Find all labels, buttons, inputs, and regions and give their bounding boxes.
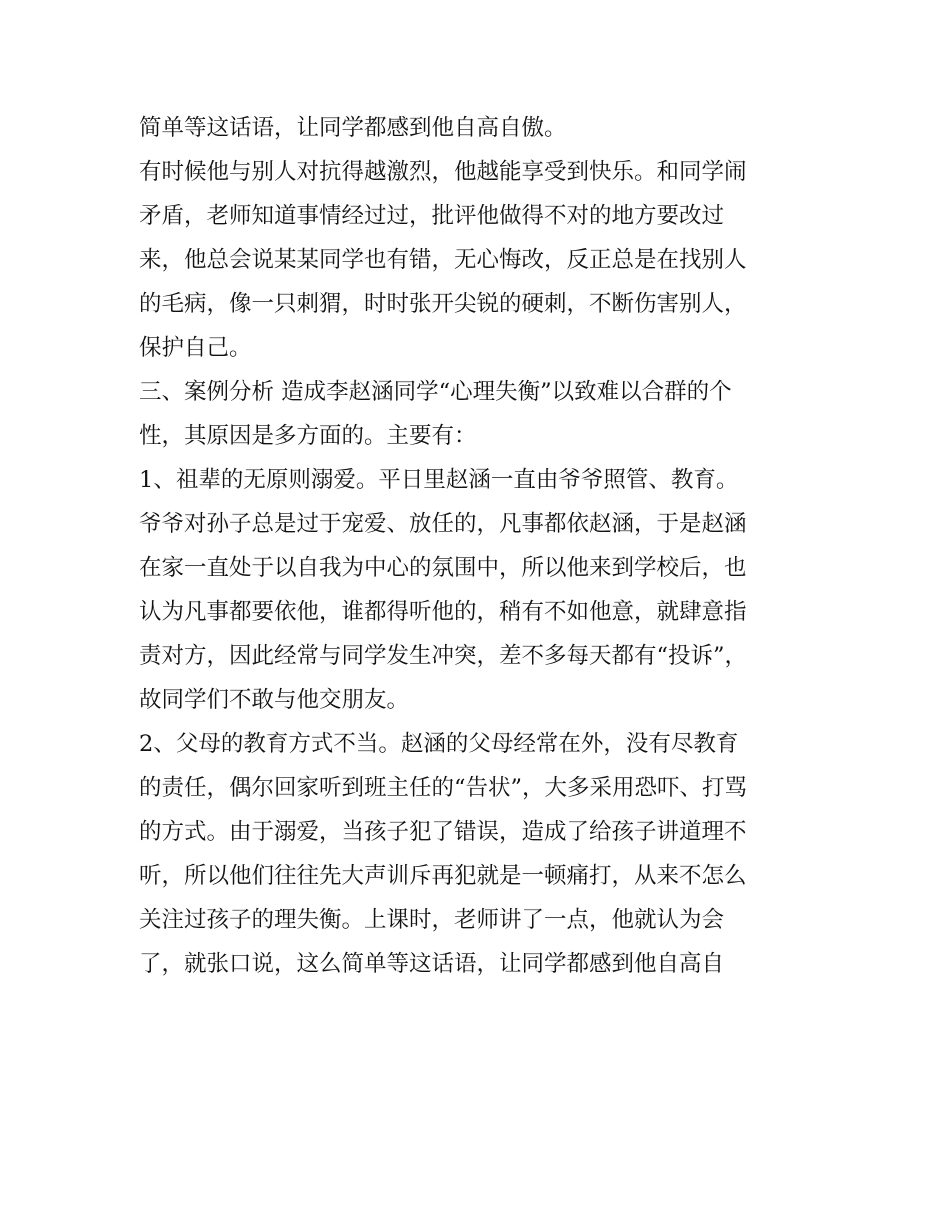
text-line: 的责任，偶尔回家听到班主任的“告状”，大多采用恐吓、打骂 [139,775,748,801]
text-line: 的方式。由于溺爱，当孩子犯了错误，造成了给孩子讲道理不 [139,819,747,845]
section-heading-line: 三、案例分析 造成李赵涵同学“心理失衡”以致难以合群的个 [139,379,732,405]
text-line: 故同学们不敢与他交朋友。 [139,687,410,713]
text-line: 责对方，因此经常与同学发生冲突，差不多每天都有“投诉”， [139,643,748,669]
text-line: 的毛病，像一只刺猬，时时张开尖锐的硬刺，不断伤害别人， [139,291,747,317]
text-line: 简单等这话语，让同学都感到他自高自傲。 [139,115,567,141]
text-line: 保护自己。 [139,335,252,361]
list-item-2-line: 2、父母的教育方式不当。赵涵的父母经常在外，没有尽教育 [139,731,739,757]
text-line: 有时候他与别人对抗得越激烈，他越能享受到快乐。和同学闹 [139,159,747,185]
text-line: 矛盾，老师知道事情经过过，批评他做得不对的地方要改过 [139,203,725,229]
text-line: 听，所以他们往往先大声训斥再犯就是一顿痛打，从来不怎么 [139,863,747,889]
text-line: 认为凡事都要依他，谁都得听他的，稍有不如他意，就肆意指 [139,599,747,625]
body-text [139,106,819,986]
text-line: 性，其原因是多方面的。主要有： [139,423,477,449]
text-line: 爷爷对孙子总是过于宠爱、放任的，凡事都依赵涵，于是赵涵 [139,511,747,537]
text-line: 关注过孩子的理失衡。上课时，老师讲了一点，他就认为会 [139,907,725,933]
text-line: 在家一直处于以自我为中心的氛围中，所以他来到学校后，也 [139,555,747,581]
text-line: 来，他总会说某某同学也有错，无心悔改，反正总是在找别人 [139,247,747,273]
list-item-1-line: 1、祖辈的无原则溺爱。平日里赵涵一直由爷爷照管、教育。 [139,467,739,493]
text-line: 了，就张口说，这么简单等这话语，让同学都感到他自高自 [139,951,725,977]
